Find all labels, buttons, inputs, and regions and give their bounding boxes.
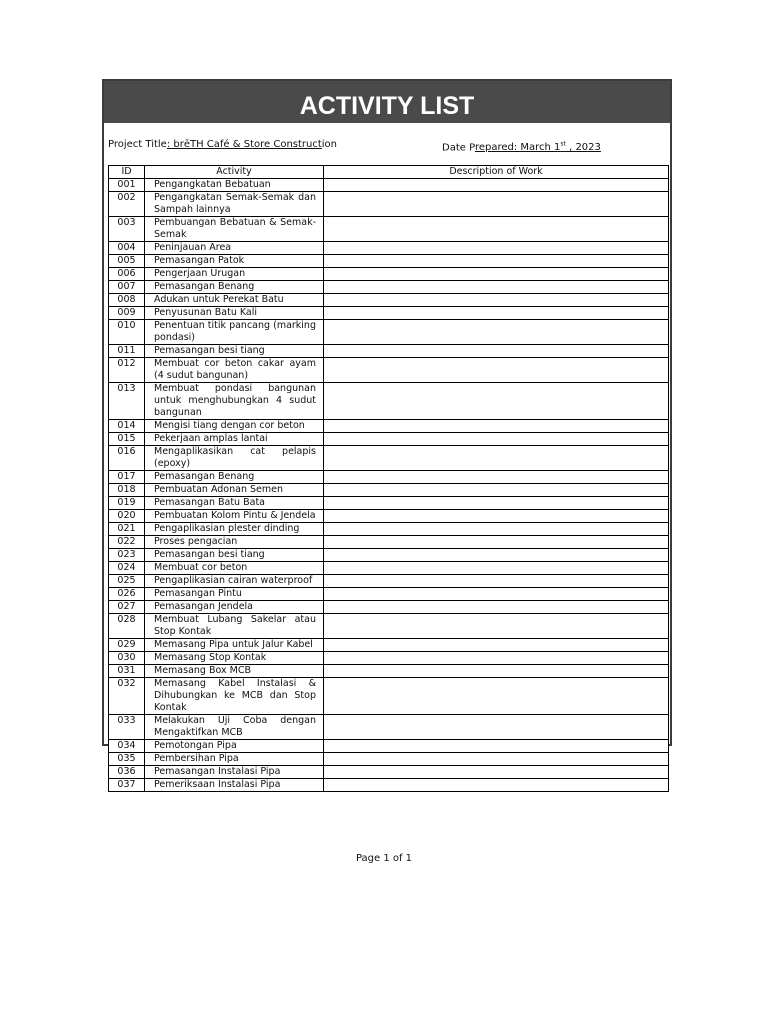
row-id: 002 (109, 192, 145, 217)
row-id: 022 (109, 536, 145, 549)
table-row (109, 179, 669, 192)
row-description (324, 665, 669, 678)
table-row (109, 601, 669, 614)
row-description (324, 471, 669, 484)
row-description (324, 549, 669, 562)
table-row (109, 614, 669, 639)
table-row (109, 740, 669, 753)
table-row (109, 307, 669, 320)
table-row (109, 242, 669, 255)
row-id: 026 (109, 588, 145, 601)
row-id: 015 (109, 433, 145, 446)
row-description (324, 779, 669, 792)
row-activity: Pengangkatan Semak-Semak dan Sampah lainnya (145, 192, 324, 217)
row-activity: Pemasangan besi tiang (145, 345, 324, 358)
table-row (109, 420, 669, 433)
row-id: 030 (109, 652, 145, 665)
row-id: 018 (109, 484, 145, 497)
row-description (324, 715, 669, 740)
row-id: 028 (109, 614, 145, 639)
row-activity: Pemasangan Benang (145, 281, 324, 294)
row-id: 004 (109, 242, 145, 255)
table-row (109, 523, 669, 536)
row-description (324, 192, 669, 217)
row-description (324, 766, 669, 779)
row-activity: Pengangkatan Bebatuan (145, 179, 324, 192)
table-row (109, 433, 669, 446)
row-id: 011 (109, 345, 145, 358)
row-description (324, 179, 669, 192)
row-description (324, 614, 669, 639)
page-title: ACTIVITY LIST (299, 92, 475, 120)
date-prepared-text: repared: March 1 (474, 142, 561, 154)
row-id: 017 (109, 471, 145, 484)
table-row (109, 575, 669, 588)
row-id: 001 (109, 179, 145, 192)
row-activity: Pembuatan Adonan Semen (145, 484, 324, 497)
table-row (109, 268, 669, 281)
row-id: 036 (109, 766, 145, 779)
row-activity: Memasang Box MCB (145, 665, 324, 678)
table-row (109, 665, 669, 678)
table-row (109, 562, 669, 575)
row-id: 014 (109, 420, 145, 433)
row-description (324, 383, 669, 420)
row-description (324, 294, 669, 307)
table-header-row (109, 166, 669, 179)
table-row (109, 255, 669, 268)
row-activity: Penentuan titik pancang (marking pondasi) (145, 320, 324, 345)
row-description (324, 536, 669, 549)
row-activity: Melakukan Uji Coba dengan Mengaktifkan MCB (145, 715, 324, 740)
row-description (324, 446, 669, 471)
row-activity: Adukan untuk Perekat Batu (145, 294, 324, 307)
row-id: 012 (109, 358, 145, 383)
row-activity: Pembuangan Bebatuan & Semak-Semak (145, 217, 324, 242)
row-id: 037 (109, 779, 145, 792)
table-row (109, 779, 669, 792)
row-id: 016 (109, 446, 145, 471)
table-row (109, 446, 669, 471)
row-activity: Mengaplikasikan cat pelapis (epoxy) (145, 446, 324, 471)
row-activity: Membuat cor beton cakar ayam (4 sudut bangunan) (145, 358, 324, 383)
row-activity: Peninjauan Area (145, 242, 324, 255)
table-row (109, 652, 669, 665)
row-id: 010 (109, 320, 145, 345)
row-activity: Proses pengacian (145, 536, 324, 549)
table-row (109, 766, 669, 779)
row-id: 035 (109, 753, 145, 766)
row-id: 034 (109, 740, 145, 753)
date-prepared-year: , 2023 (565, 142, 601, 154)
row-id: 029 (109, 639, 145, 652)
row-activity: Membuat Lubang Sakelar atau Stop Kontak (145, 614, 324, 639)
row-description (324, 497, 669, 510)
activity-table (108, 165, 669, 792)
row-activity: Memasang Pipa untuk Jalur Kabel (145, 639, 324, 652)
row-activity: Pekerjaan amplas lantai (145, 433, 324, 446)
row-id: 003 (109, 217, 145, 242)
row-description (324, 575, 669, 588)
row-activity: Penyusunan Batu Kali (145, 307, 324, 320)
row-description (324, 523, 669, 536)
row-description (324, 484, 669, 497)
row-id: 006 (109, 268, 145, 281)
date-prepared-sup: st (560, 141, 566, 148)
table-row (109, 217, 669, 242)
column-header-description: Description of Work (324, 166, 669, 179)
date-prepared (442, 139, 601, 154)
row-activity: Memasang Stop Kontak (145, 652, 324, 665)
row-id: 009 (109, 307, 145, 320)
row-description (324, 652, 669, 665)
row-description (324, 268, 669, 281)
row-description (324, 281, 669, 294)
date-prepared-value (475, 142, 601, 153)
table-row (109, 294, 669, 307)
row-id: 019 (109, 497, 145, 510)
table-row (109, 358, 669, 383)
row-description (324, 639, 669, 652)
row-activity: Membuat cor beton (145, 562, 324, 575)
row-id: 027 (109, 601, 145, 614)
table-row (109, 536, 669, 549)
row-id: 024 (109, 562, 145, 575)
table-row (109, 320, 669, 345)
row-id: 033 (109, 715, 145, 740)
row-activity: Membuat pondasi bangunan untuk menghubungkan 4 sudut bangunan (145, 383, 324, 420)
column-header-id: ID (109, 166, 145, 179)
project-title (108, 139, 337, 151)
row-description (324, 588, 669, 601)
row-id: 031 (109, 665, 145, 678)
row-description (324, 601, 669, 614)
row-activity: Pemasangan Jendela (145, 601, 324, 614)
row-id: 023 (109, 549, 145, 562)
table-row (109, 383, 669, 420)
row-description (324, 345, 669, 358)
row-id: 007 (109, 281, 145, 294)
row-activity: Memasang Kabel Instalasi & Dihubungkan ke MCB dan Stop Kontak (145, 678, 324, 715)
table-row (109, 588, 669, 601)
row-activity: Mengisi tiang dengan cor beton (145, 420, 324, 433)
table-row (109, 639, 669, 652)
table-row (109, 678, 669, 715)
row-description (324, 217, 669, 242)
row-id: 032 (109, 678, 145, 715)
row-activity: Pemasangan Pintu (145, 588, 324, 601)
row-id: 008 (109, 294, 145, 307)
row-description (324, 753, 669, 766)
table-row (109, 715, 669, 740)
row-description (324, 320, 669, 345)
table-row (109, 510, 669, 523)
row-description (324, 242, 669, 255)
row-description (324, 255, 669, 268)
table-row (109, 549, 669, 562)
row-id: 013 (109, 383, 145, 420)
row-description (324, 358, 669, 383)
row-description (324, 562, 669, 575)
project-title-tail: ion (321, 139, 338, 150)
row-activity: Pengerjaan Urugan (145, 268, 324, 281)
row-description (324, 307, 669, 320)
table-row (109, 471, 669, 484)
row-activity: Pemasangan Patok (145, 255, 324, 268)
row-description (324, 420, 669, 433)
table-row (109, 497, 669, 510)
row-activity: Pemasangan Instalasi Pipa (145, 766, 324, 779)
row-activity: Pemasangan Batu Bata (145, 497, 324, 510)
row-activity: Pembersihan Pipa (145, 753, 324, 766)
page-number: Page 1 of 1 (355, 853, 413, 864)
row-id: 025 (109, 575, 145, 588)
row-activity: Pemotongan Pipa (145, 740, 324, 753)
table-row (109, 345, 669, 358)
table-row (109, 192, 669, 217)
row-id: 021 (109, 523, 145, 536)
header-bar (104, 81, 670, 123)
row-description (324, 740, 669, 753)
row-activity: Pemeriksaan Instalasi Pipa (145, 779, 324, 792)
project-title-label: Project Title (108, 139, 167, 150)
row-id: 020 (109, 510, 145, 523)
row-activity: Pengaplikasian cairan waterproof (145, 575, 324, 588)
table-body (109, 179, 669, 792)
row-activity: Pemasangan besi tiang (145, 549, 324, 562)
row-description (324, 678, 669, 715)
table-row (109, 281, 669, 294)
row-description (324, 433, 669, 446)
row-activity: Pemasangan Benang (145, 471, 324, 484)
row-activity: Pembuatan Kolom Pintu & Jendela (145, 510, 324, 523)
row-id: 005 (109, 255, 145, 268)
row-activity: Pengaplikasian plester dinding (145, 523, 324, 536)
table-row (109, 753, 669, 766)
date-prepared-label: Date P (442, 142, 475, 154)
project-title-value: : brēTH Café & Store Construct (166, 139, 322, 150)
table-row (109, 484, 669, 497)
column-header-activity: Activity (145, 166, 324, 179)
row-description (324, 510, 669, 523)
